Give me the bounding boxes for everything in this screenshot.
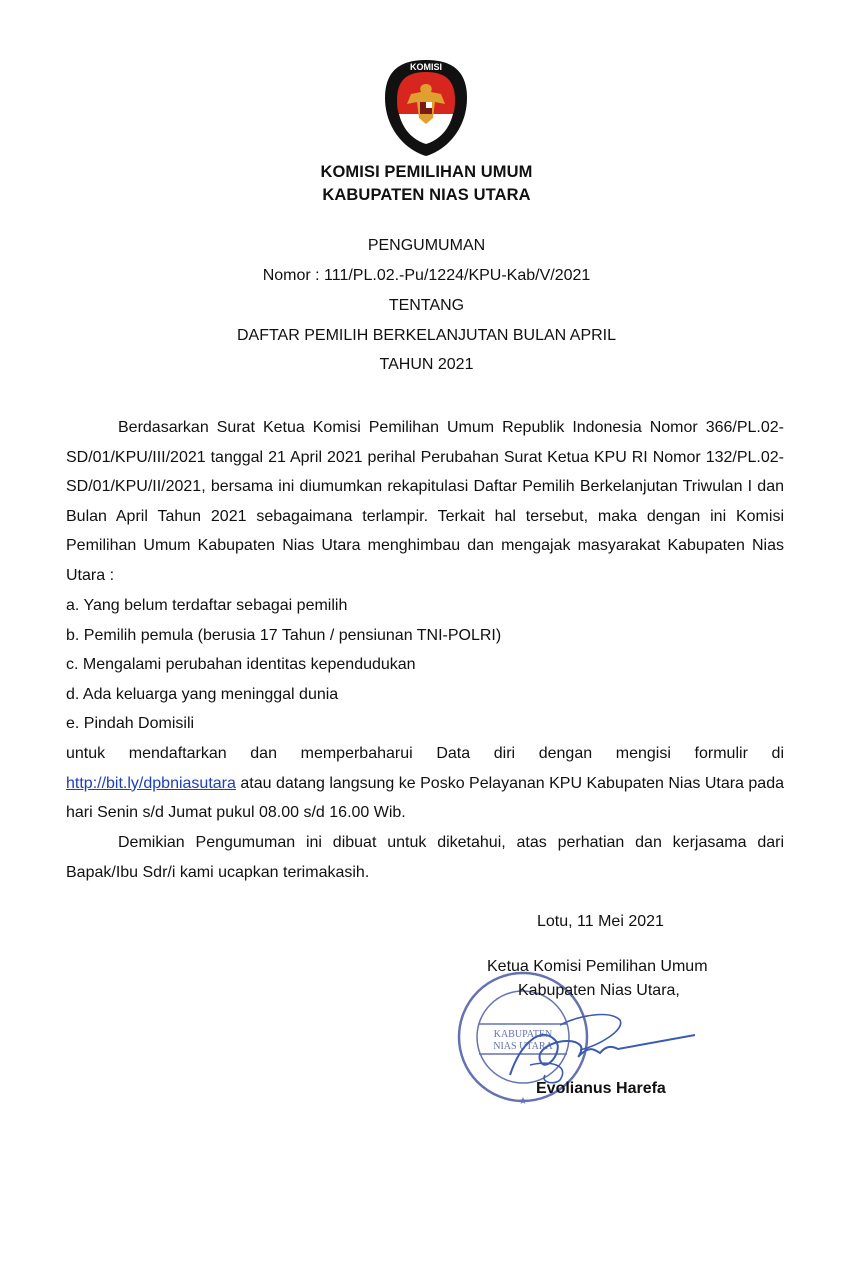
- registration-text-after: atau datang langsung ke Posko Pelayanan KPU Kabupaten Nias Utara pada hari Senin s/d Jumat pukul 08.00 s/d 16.00 Wib.: [66, 774, 784, 822]
- paragraph-registration: [66, 739, 784, 828]
- kpu-garuda-emblem-icon: [381, 58, 471, 158]
- announcement-number: Nomor : 111/PL.02.-Pu/1224/KPU-Kab/V/2021: [262, 267, 591, 284]
- paragraph-closing: Demikian Pengumuman ini dibuat untuk diketahui, atas perhatian dan kerjasama dari Bapak/Ibu Sdr/i kami ucapkan terimakasih.: [66, 834, 784, 881]
- subject-line1: DAFTAR PEMILIH BERKELANJUTAN BULAN APRIL: [236, 327, 617, 344]
- criteria-list: [66, 591, 501, 739]
- list-item: a. Yang belum terdaftar sebagai pemilih: [66, 597, 348, 614]
- handwritten-signature-icon: [500, 1005, 700, 1090]
- signatory-name: Evolianus Harefa: [536, 1080, 666, 1097]
- list-item: e. Pindah Domisili: [66, 715, 195, 733]
- about-label: TENTANG: [388, 297, 465, 314]
- org-name-line2: KABUPATEN NIAS UTARA: [322, 186, 531, 204]
- registration-form-link[interactable]: http://bit.ly/dpbniasutara: [66, 774, 236, 792]
- announcement-heading: PENGUMUMAN: [367, 237, 486, 254]
- svg-text:★: ★: [518, 1096, 528, 1107]
- list-item: c. Mengalami perubahan identitas kependudukan: [66, 656, 416, 674]
- org-name-line1: KOMISI PEMILIHAN UMUM: [320, 163, 533, 181]
- signatory-position-line1: Ketua Komisi Pemilihan Umum: [487, 958, 708, 975]
- svg-text:KOMISI: KOMISI: [409, 62, 443, 72]
- registration-text-before: untuk mendaftarkan dan memperbaharui Data diri dengan mengisi formulir di: [66, 745, 784, 762]
- svg-text:KABUPATEN: KABUPATEN: [493, 1029, 553, 1040]
- list-item: b. Pemilih pemula (berusia 17 Tahun / pensiunan TNI-POLRI): [66, 626, 502, 644]
- svg-text:NIAS UTARA: NIAS UTARA: [493, 1041, 553, 1052]
- subject-line2: TAHUN 2021: [379, 356, 474, 373]
- list-item: d. Ada keluarga yang meninggal dunia: [66, 685, 339, 703]
- paragraph-intro: Berdasarkan Surat Ketua Komisi Pemilihan Umum Republik Indonesia Nomor 366/PL.02-SD/01/KPU/III/2021 tanggal 21 April 2021 perihal Perubahan Surat Ketua KPU RI Nomor 132/PL.02-SD/01/KPU/II/2021, bersama ini diumumkan rekapitulasi Daftar Pemilih Berkelanjutan Triwulan I dan Bulan April Tahun 2021 sebagaimana terlampir. Terkait hal tersebut, maka dengan ini Komisi Pemilihan Umum Kabupaten Nias Utara menghimbau dan mengajak masyarakat Kabupaten Nias Utara :: [66, 419, 784, 584]
- place-date: Lotu, 11 Mei 2021: [537, 913, 664, 930]
- signatory-position-line2: Kabupaten Nias Utara,: [518, 982, 680, 999]
